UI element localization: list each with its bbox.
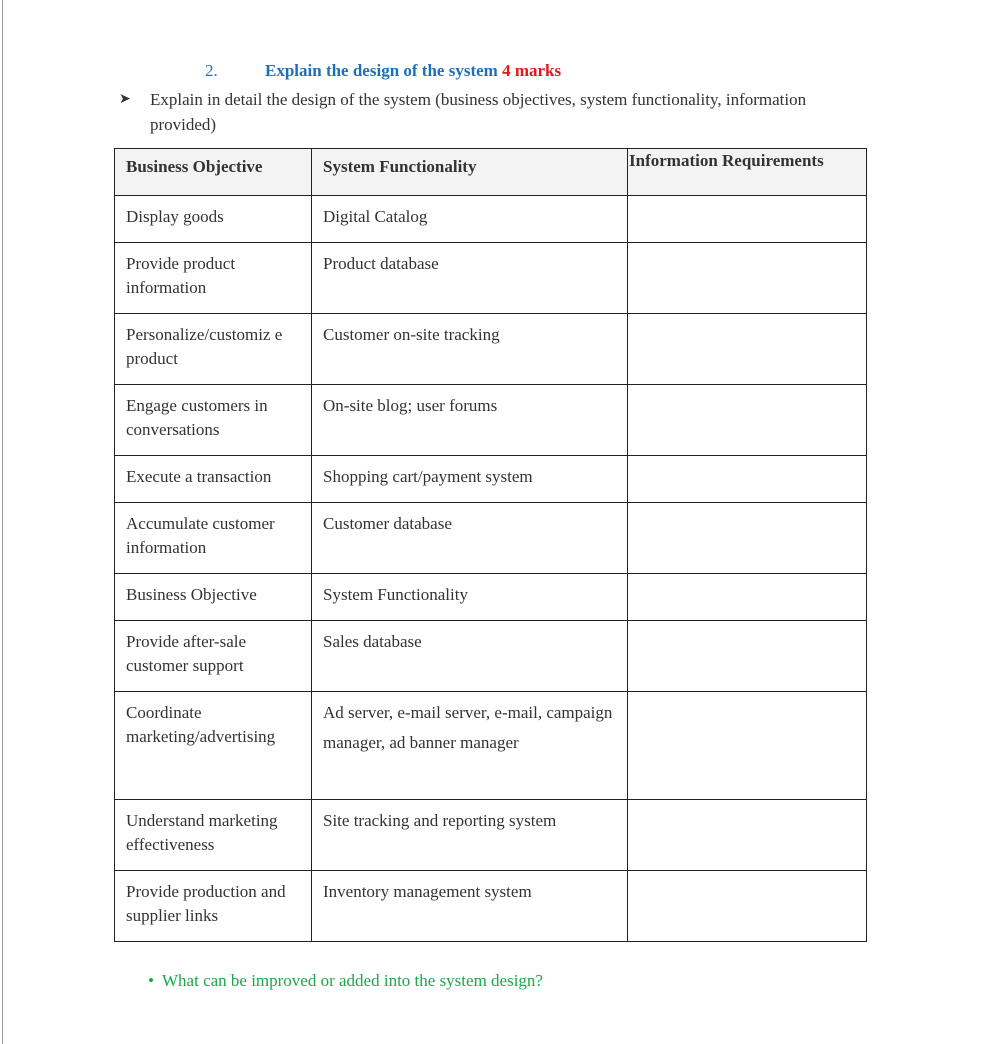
follow-up-question — [148, 971, 543, 991]
objective-cell: Provide after-sale customer support — [115, 621, 312, 692]
functionality-cell: Product database — [312, 243, 628, 314]
table-row — [115, 871, 867, 942]
functionality-cell: Sales database — [312, 621, 628, 692]
info-cell[interactable] — [628, 385, 867, 456]
functionality-cell: Customer database — [312, 503, 628, 574]
page-left-border — [2, 0, 3, 1044]
functionality-cell: Digital Catalog — [312, 196, 628, 243]
info-cell[interactable] — [628, 503, 867, 574]
objective-cell: Accumulate customer information — [115, 503, 312, 574]
header-information-requirements: Information Requirements — [628, 149, 867, 196]
table-row — [115, 800, 867, 871]
question-text: What can be improved or added into the system design? — [162, 971, 543, 990]
objective-cell: Engage customers in conversations — [115, 385, 312, 456]
instruction-item — [119, 87, 839, 137]
arrow-bullet-icon: ➤ — [119, 91, 131, 107]
functionality-cell — [312, 692, 628, 800]
info-cell[interactable] — [628, 243, 867, 314]
info-cell[interactable] — [628, 871, 867, 942]
objective-cell: Business Objective — [115, 574, 312, 621]
table-row — [115, 621, 867, 692]
section-heading — [205, 61, 561, 81]
objective-cell: Coordinate marketing/advertising — [115, 692, 312, 800]
marks-label: 4 marks — [502, 61, 562, 80]
info-cell[interactable] — [628, 314, 867, 385]
section-number: 2. — [205, 61, 218, 80]
functionality-cell: Site tracking and reporting system — [312, 800, 628, 871]
table-row — [115, 243, 867, 314]
design-table — [114, 148, 867, 942]
info-cell[interactable] — [628, 621, 867, 692]
table-row — [115, 385, 867, 456]
table-row — [115, 503, 867, 574]
objective-cell: Provide production and supplier links — [115, 871, 312, 942]
objective-cell: Execute a transaction — [115, 456, 312, 503]
objective-cell: Provide product information — [115, 243, 312, 314]
objective-cell: Display goods — [115, 196, 312, 243]
functionality-cell: Shopping cart/payment system — [312, 456, 628, 503]
table-row — [115, 314, 867, 385]
table-row — [115, 196, 867, 243]
objective-cell: Understand marketing effectiveness — [115, 800, 312, 871]
functionality-text: Ad server, e-mail server, e-mail, campaign manager, ad banner manager — [323, 703, 613, 752]
bullet-icon: • — [148, 971, 154, 990]
table-header-row — [115, 149, 867, 196]
info-cell[interactable] — [628, 574, 867, 621]
info-cell[interactable] — [628, 692, 867, 800]
objective-cell: Personalize/customiz e product — [115, 314, 312, 385]
info-cell[interactable] — [628, 456, 867, 503]
info-cell[interactable] — [628, 196, 867, 243]
functionality-cell: Inventory management system — [312, 871, 628, 942]
table-row — [115, 692, 867, 800]
functionality-cell: On-site blog; user forums — [312, 385, 628, 456]
table-row — [115, 456, 867, 503]
instruction-text: Explain in detail the design of the system (business objectives, system functionality, information provided) — [150, 90, 807, 134]
section-title: Explain the design of the system — [265, 61, 498, 80]
table-row — [115, 574, 867, 621]
header-system-functionality: System Functionality — [312, 149, 628, 196]
header-business-objective: Business Objective — [115, 149, 312, 196]
functionality-cell: Customer on-site tracking — [312, 314, 628, 385]
functionality-cell: System Functionality — [312, 574, 628, 621]
info-cell[interactable] — [628, 800, 867, 871]
